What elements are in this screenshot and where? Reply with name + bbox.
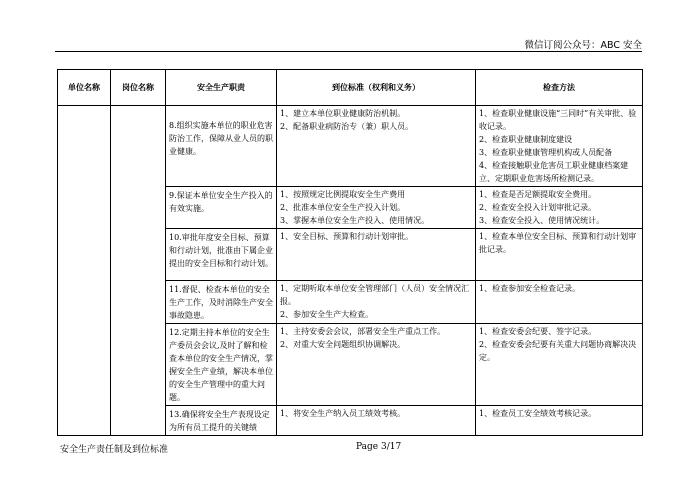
header-rule <box>55 51 642 52</box>
standard-item: 1、安全目标、预算和行动计划审批。 <box>280 232 414 241</box>
col-header-standard: 到位标准（权利和义务） <box>277 70 476 106</box>
standard-item: 1、建立本单位职业健康防治机制。 <box>280 109 406 118</box>
col-header-post: 岗位名称 <box>111 70 166 106</box>
standard-item: 2、对重大安全问题组织协调解决。 <box>280 340 406 349</box>
table-header-row <box>58 70 643 106</box>
standard-item: 2、配备职业病防治专（兼）职人员。 <box>280 122 414 131</box>
standard-item: 3、掌握本单位安全生产投入、使用情况。 <box>280 216 430 225</box>
responsibility-text: 12.定期主持本单位的安全生产委员会会议,及时了解和检查本单位的安全生产情况，掌握安全生产业绩，解决本单位的安全生产管理中的重大问题。 <box>169 328 273 402</box>
standard-cell <box>277 187 476 229</box>
standard-item: 1、按照规定比例提取安全生产费用 <box>280 190 406 199</box>
responsibility-text: 11.督促、检查本单位的安全生产工作，及时消除生产安全事故隐患。 <box>169 285 273 320</box>
responsibility-cell <box>166 324 277 406</box>
col-header-unit: 单位名称 <box>58 70 111 106</box>
standard-cell <box>277 406 476 436</box>
responsibility-table <box>57 69 643 436</box>
check-item: 1、检查是否足额提取安全费用。 <box>479 190 597 199</box>
responsibility-cell <box>166 281 277 324</box>
check-cell <box>476 281 643 324</box>
check-item: 2、检查职业健康制度建设 <box>479 135 573 144</box>
col-header-check: 检查方法 <box>476 70 643 106</box>
check-cell <box>476 324 643 406</box>
footer-doc-title: 安全生产责任制及到位标准 <box>60 445 169 455</box>
check-item: 2、检查安委会纪要有关重大问题协商解决决定。 <box>479 340 637 362</box>
standard-cell <box>277 281 476 324</box>
table-row <box>58 106 643 187</box>
check-item: 1、检查安委会纪要、签字记录。 <box>479 327 597 336</box>
footer-page-number: Page 3/17 <box>356 442 402 452</box>
col-header-responsibility: 安全生产职责 <box>166 70 277 106</box>
standard-item: 1、主持安委会会议，部署安全生产重点工作。 <box>280 327 446 336</box>
standard-item: 1、将安全生产纳入员工绩效考核。 <box>280 409 406 418</box>
responsibility-cell <box>166 229 277 281</box>
check-item: 2、检查安全投入计划审批记录。 <box>479 203 597 212</box>
check-item: 1、检查员工安全绩效考核记录。 <box>479 409 597 418</box>
responsibility-text: 13.确保将安全生产表现设定为所有员工提升的关键绩 <box>169 410 270 432</box>
responsibility-text: 10.审批年度安全目标、预算和行动计划，批准由下属企业提出的安全目标和行动计划。 <box>169 233 273 268</box>
standard-cell <box>277 106 476 187</box>
check-cell <box>476 187 643 229</box>
standard-item: 2、参加安全生产大检查。 <box>280 310 374 319</box>
standard-cell <box>277 324 476 406</box>
responsibility-cell <box>166 406 277 436</box>
check-item: 3、检查职业健康管理机构或人员配备 <box>479 148 613 157</box>
standard-item: 1、定期听取本单位安全管理部门（人员）安全情况汇报。 <box>280 284 470 306</box>
check-cell <box>476 406 643 436</box>
unit-cell <box>58 106 111 436</box>
standard-cell <box>277 229 476 281</box>
responsibility-cell <box>166 187 277 229</box>
responsibility-text: 9.保证本单位安全生产投入的有效实施。 <box>169 191 273 213</box>
check-cell <box>476 229 643 281</box>
post-cell <box>111 106 166 436</box>
check-item: 4、检查接触职业危害员工职业健康档案建立、定期职业危害场所检测记录。 <box>479 161 629 183</box>
check-cell <box>476 106 643 187</box>
responsibility-cell <box>166 106 277 187</box>
responsibility-text: 8.组织实施本单位的职业危害防治工作，保障从业人员的职业健康。 <box>169 121 273 156</box>
header-text: 微信订阅公众号：ABC 安全 <box>524 40 642 51</box>
check-item: 1、检查参加安全检查记录。 <box>479 284 581 293</box>
check-item: 1、检查本单位安全目标、预算和行动计划审批记录。 <box>479 232 637 254</box>
check-item: 1、检查职业健康设施“三同时”有关审批、验收记录。 <box>479 109 637 131</box>
check-item: 3、检查安全投入、使用情况统计。 <box>479 216 605 225</box>
standard-item: 2、批准本单位安全生产投入计划。 <box>280 203 406 212</box>
